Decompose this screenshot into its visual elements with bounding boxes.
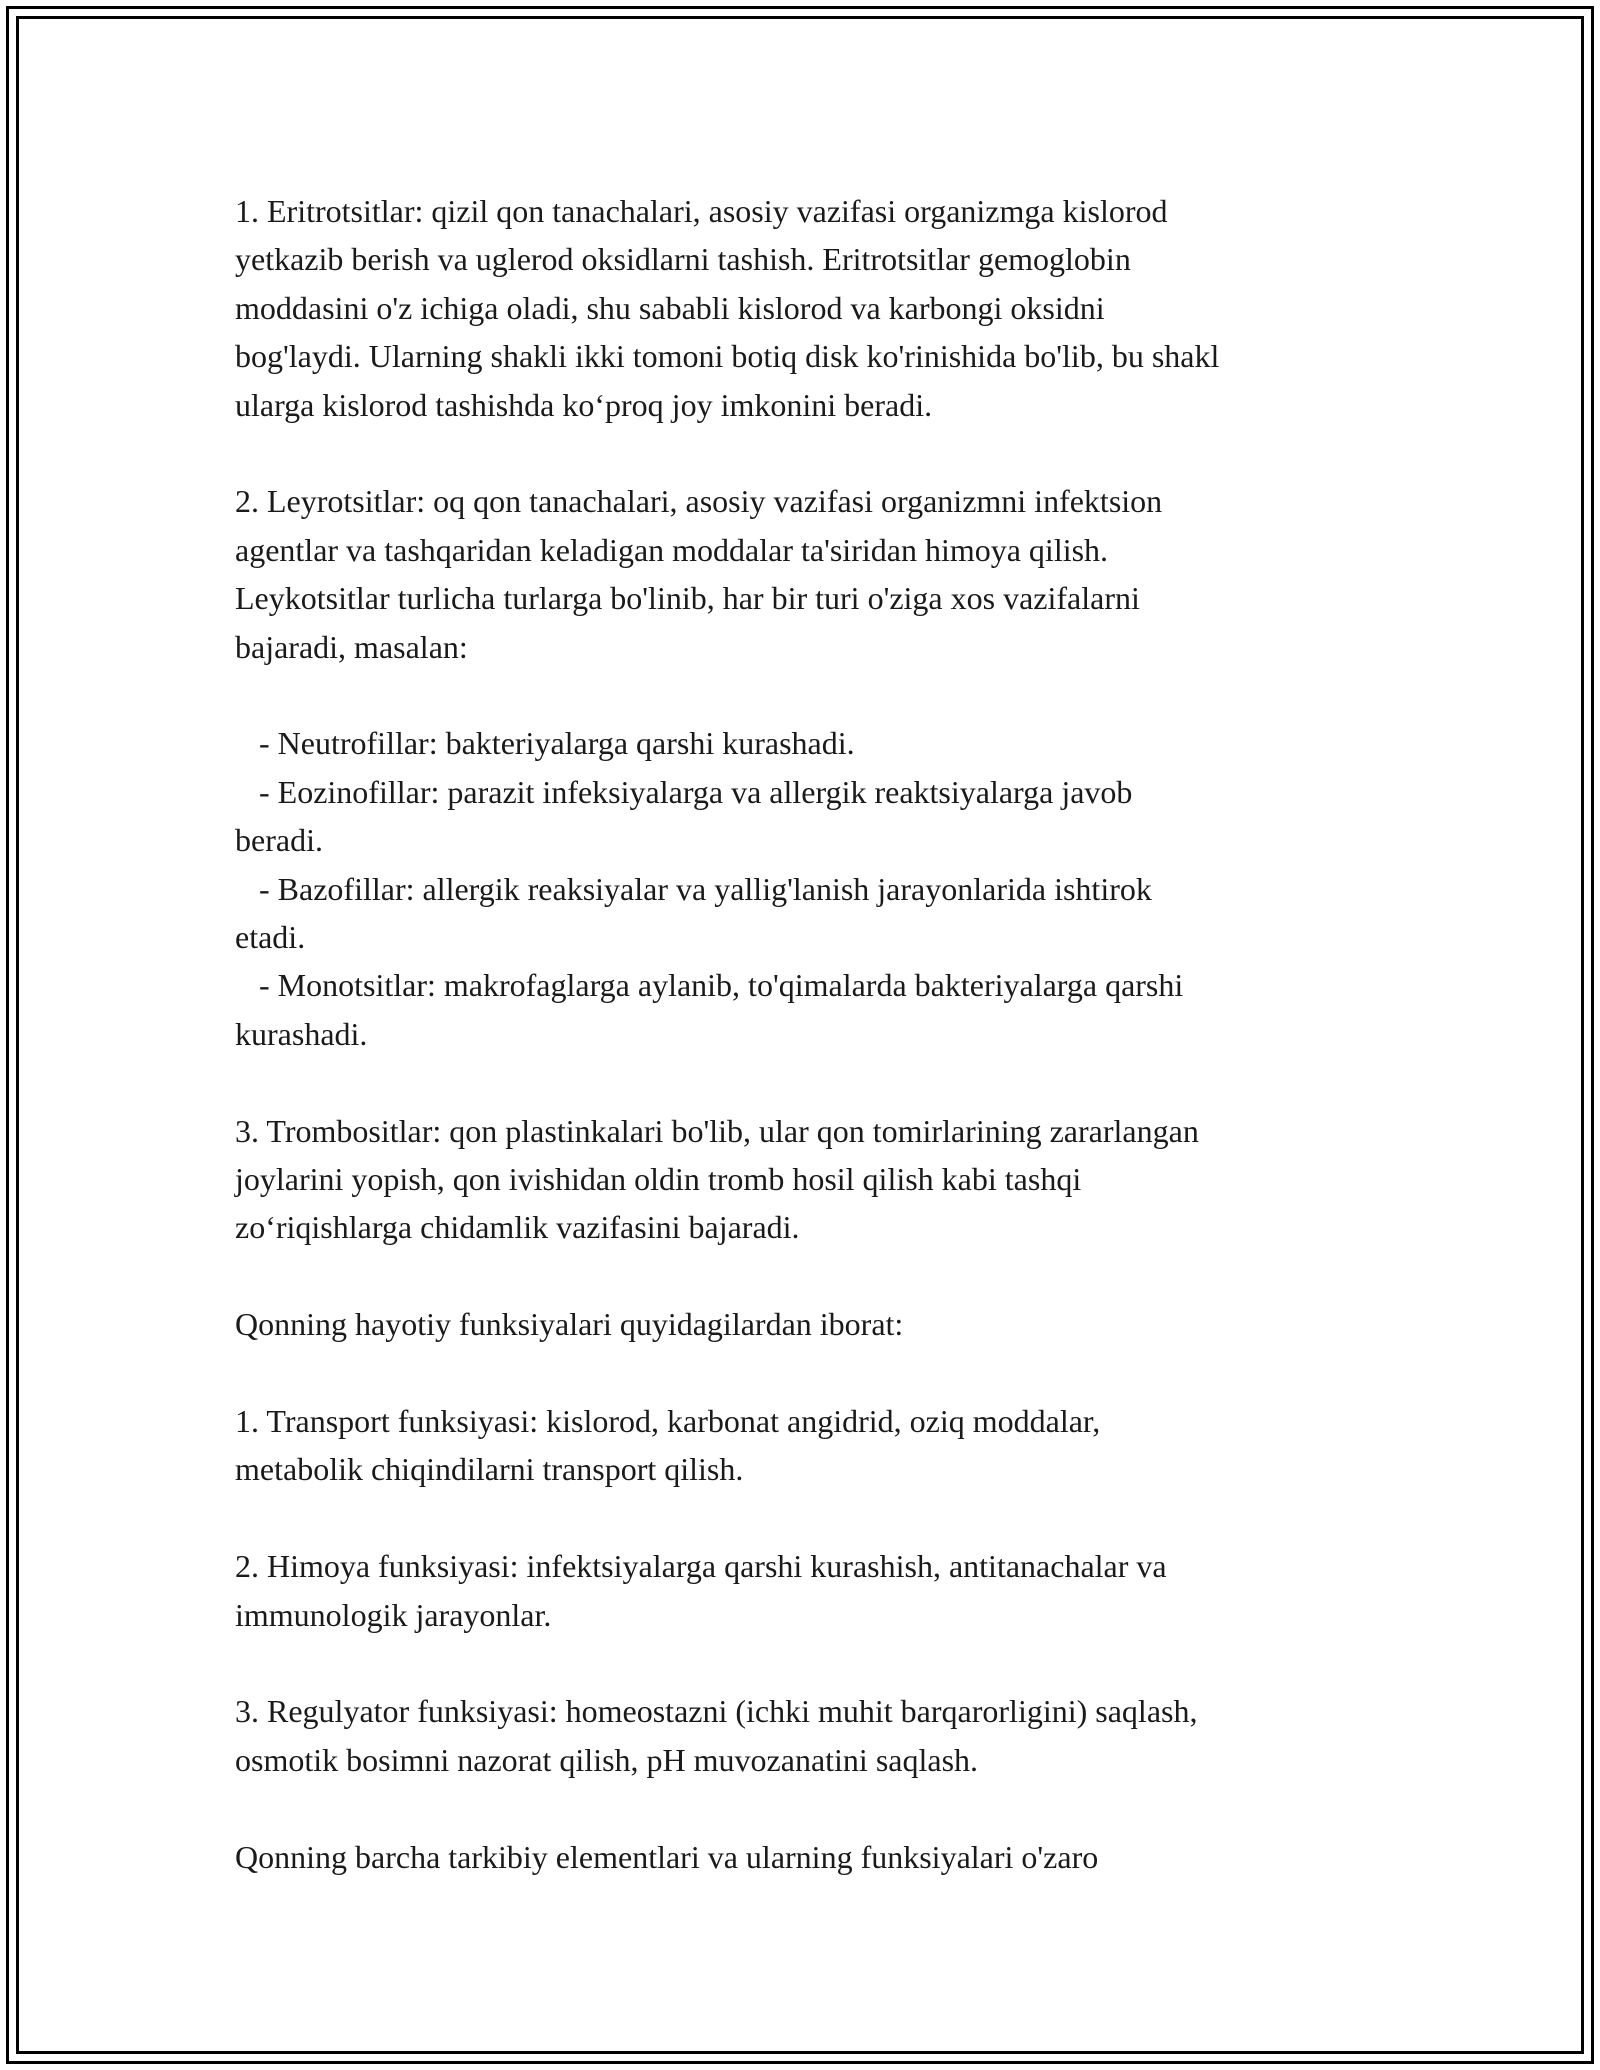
paragraph-leukocytes: 2. Leyrotsitlar: oq qon tanachalari, asosiy vazifasi organizmni infektsion agentlar va tashqaridan keladigan moddalar ta'siridan himoya qilish. Leykotsitlar turlicha turlarga bo'linib, har bir turi o'ziga xos vazifalarni bajaradi, masalan: — [235, 483, 1163, 665]
paragraph-regulatory-function: 3. Regulyator funksiyasi: homeostazni (ichki muhit barqarorligini) saqlash, osmotik bosimni nazorat qilish, pH muvozanatini saqlash. — [235, 1693, 1198, 1778]
document-body — [235, 187, 1375, 1881]
paragraph-thrombocytes: 3. Trombositlar: qon plastinkalari bo'lib, ular qon tomirlarining zararlangan joylarini yopish, qon ivishidan oldin tromb hosil qilish kabi tashqi zo‘riqishlarga chidamlik vazifasini bajaradi. — [235, 1112, 1199, 1246]
paragraph-closing: Qonning barcha tarkibiy elementlari va ularning funksiyalari o'zaro — [235, 1838, 1099, 1875]
paragraph-protective-function: 2. Himoya funksiyasi: infektsiyalarga qarshi kurashish, antitanachalar va immunologik jarayonlar. — [235, 1548, 1167, 1633]
paragraph-erythrocytes: 1. Eritrotsitlar: qizil qon tanachalari, asosiy vazifasi organizmga kislorod yetkazib berish va uglerod oksidlarni tashish. Eritrotsitlar gemoglobin moddasini o'z ichiga oladi, shu sababli kislorod va karbongi oksidni bog'laydi. Ularning shakli ikki tomoni botiq disk ko'rinishida bo'lib, bu shakl ularga kislorod tashishda ko‘proq joy imkonini beradi. — [235, 193, 1220, 423]
paragraph-transport-function: 1. Transport funksiyasi: kislorod, karbonat angidrid, oziq moddalar, metabolik chiqindilarni transport qilish. — [235, 1403, 1101, 1488]
list-leukocyte-types: - Neutrofillar: bakteriyalarga qarshi kurashadi. - Eozinofillar: parazit infeksiyalarga va allergik reaktsiyalarga javob beradi. - Bazofillar: allergik reaksiyalar va yallig'lanish jarayonlarida ishtirok etadi. - Monotsitlar: makrofaglarga aylanib, to'qimalarda bakteriyalarga qarshi kurashadi. — [235, 725, 1184, 1052]
paragraph-functions-intro: Qonning hayotiy funksiyalari quyidagilardan iborat: — [235, 1306, 904, 1343]
